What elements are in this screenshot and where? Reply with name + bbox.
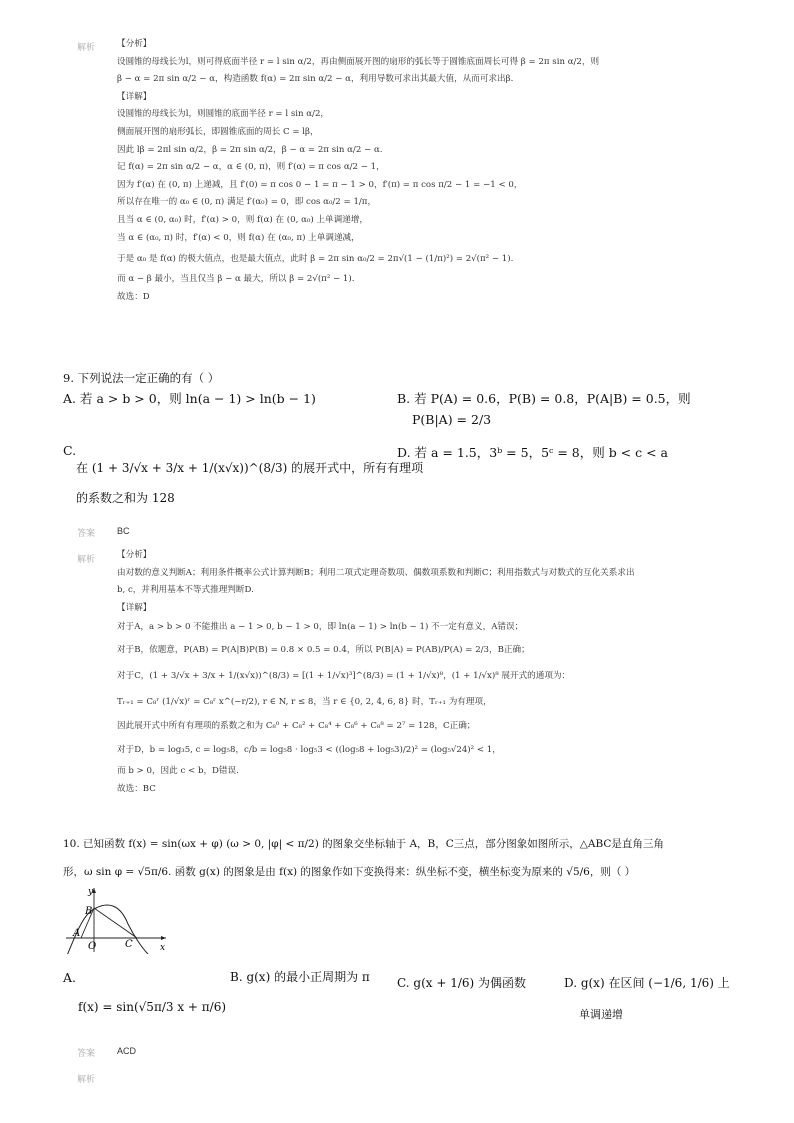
point-b-label: B <box>85 906 93 917</box>
q9-option-c-label: C. <box>63 443 77 458</box>
origin-label: O <box>88 941 97 952</box>
sol9-line: 对于D，b = log₃5, c = log₅8，c/b = log₅8 · log₅3 < ((log₅8 + log₅3)/2)² = (log₅√24)² < 1， <box>117 745 501 756</box>
q9-option-d: D. 若 a = 1.5，3ᵇ = 5，5ᶜ = 8，则 b < c < a <box>397 445 668 460</box>
question-10-stem: 10. 已知函数 f(x) = sin(ωx + φ) (ω > 0, |φ| < π/2) 的图象交坐标轴于 A，B，C三点，部分图象如图所示，△ABC是直角三角 <box>63 838 664 850</box>
sol8-line: 故选：D <box>117 291 150 302</box>
q10-option-b: B. g(x) 的最小正周期为 π <box>230 970 370 984</box>
sol9-line: 而 b > 0，因此 c < b，D错误. <box>117 766 239 777</box>
sol8-line: 而 α − β 最小，当且仅当 β − α 最大，所以 β = 2√(π² − 1). <box>117 274 355 285</box>
analysis-tag: 解析 <box>77 42 96 52</box>
analysis-tag: 解析 <box>77 1074 96 1084</box>
q10-answer: ACD <box>117 1046 137 1056</box>
question-9-stem: 9. 下列说法一定正确的有（ ） <box>63 371 220 385</box>
sol9-line: 由对数的意义判断A；利用条件概率公式计算判断B；利用二项式定理奇数项、偶数项系数和判断C；利用指数式与对数式的互化关系求出 <box>117 567 635 578</box>
q9-option-a: A. 若 a > b > 0，则 ln(a − 1) > ln(b − 1) <box>63 391 316 406</box>
q9-option-b-cont: P(B|A) = 2/3 <box>412 412 492 427</box>
analysis-tag: 解析 <box>77 554 96 564</box>
q10-option-d-cont: 单调递增 <box>579 1008 623 1021</box>
sol8-line: 【分析】 <box>117 39 152 49</box>
sol8-line: 设圆锥的母线长为l，则圆锥的底面半径 r = l sin α/2， <box>117 109 330 120</box>
sol8-line: 【详解】 <box>117 91 152 102</box>
q9-option-c-cont: 的系数之和为 128 <box>76 491 175 505</box>
sol8-line: 当 α ∈ (α₀, π) 时，f′(α) < 0，则 f(α) 在 (α₀, π) 上单调递减， <box>117 232 360 243</box>
q9-answer: BC <box>117 526 130 536</box>
q9-option-b: B. 若 P(A) = 0.6，P(B) = 0.8，P(A|B) = 0.5，则 <box>397 391 691 406</box>
sol9-line: Tᵣ₊₁ = C₈ʳ (1/√x)ʳ = C₈ʳ x^(−r/2), r ∈ N, r ≤ 8，当 r ∈ {0, 2, 4, 6, 8} 时，Tᵣ₊₁ 为有理项， <box>117 697 492 708</box>
answer-tag: 答案 <box>77 1048 96 1058</box>
sol8-line: 且当 α ∈ (0, α₀) 时，f′(α) > 0，则 f(α) 在 (0, α₀) 上单调递增， <box>117 214 368 225</box>
q10-option-a-label: A. <box>63 970 77 985</box>
sol8-line: 所以存在唯一的 α₀ ∈ (0, π) 满足 f′(α₀) = 0，即 cos α₀/2 = 1/π， <box>117 197 377 208</box>
sol9-line: 因此展开式中所有有理项的系数之和为 C₈⁰ + C₈² + C₈⁴ + C₈⁶ + C₈⁸ = 2⁷ = 128，C正确； <box>117 721 476 732</box>
answer-tag: 答案 <box>77 528 96 538</box>
sol9-line: 对于A，a > b > 0 不能推出 a − 1 > 0, b − 1 > 0，即 ln(a − 1) > ln(b − 1) 不一定有意义，A错误； <box>117 622 524 633</box>
point-c-label: C <box>125 939 133 950</box>
sol9-line: 对于B，依题意，P(AB) = P(A|B)P(B) = 0.8 × 0.5 = 0.4，所以 P(B|A) = P(AB)/P(A) = 2/3，B正确； <box>117 645 530 656</box>
sol8-line: 记 f(α) = 2π sin α/2 − α，α ∈ (0, π)，则 f′(α) = π cos α/2 − 1， <box>117 162 385 173</box>
sol9-line: 【详解】 <box>117 602 152 613</box>
sol8-line: 因此 lβ = 2πl sin α/2，β = 2π sin α/2，β − α = 2π sin α/2 − α. <box>117 144 383 155</box>
solution-8 <box>117 36 757 306</box>
q10-option-c: C. g(x + 1/6) 为偶函数 <box>397 976 527 990</box>
point-a-label: A <box>73 928 81 939</box>
sol8-line: 于是 α₀ 是 f(α) 的极大值点，也是最大值点，此时 β = 2π sin α₀/2 = 2π√(1 − (1/π)²) = 2√(π² − 1). <box>117 254 514 265</box>
x-axis-label: x <box>160 943 166 953</box>
sol9-line: 【分析】 <box>117 550 152 560</box>
y-axis-label: y <box>88 887 94 897</box>
sol9-line: b, c，并利用基本不等式推理判断D. <box>117 585 254 596</box>
question-10-stem-cont: 形，ω sin φ = √5π/6. 函数 g(x) 的图象是由 f(x) 的图象作如下变换得来：纵坐标不变，横坐标变为原来的 √5/6，则（ ） <box>63 866 636 878</box>
q9-option-c: 在 (1 + 3/√x + 3/x + 1/(x√x))^(8/3) 的展开式中，所有有理项 <box>76 461 424 475</box>
sol9-line: 对于C，(1 + 3/√x + 3/x + 1/(x√x))^(8/3) = [(1 + 1/√x)³]^(8/3) = (1 + 1/√x)⁸，(1 + 1/√x)⁸ 展开式的通项为： <box>117 671 571 682</box>
q10-option-d: D. g(x) 在区间 (−1/6, 1/6) 上 <box>564 976 730 990</box>
sol8-line: 侧面展开图的扇形弧长，即圆锥底面的周长 C = lβ， <box>117 126 319 137</box>
sol8-line: 设圆锥的母线长为l，则可得底面半径 r = l sin α/2，再由侧面展开图的扇形的弧长等于圆锥底面周长可得 β = 2π sin α/2，则 <box>117 56 600 67</box>
solution-9 <box>117 547 757 799</box>
sol8-line: β − α = 2π sin α/2 − α，构造函数 f(α) = 2π sin α/2 − α，利用导数可求出其最大值，从而可求出β. <box>117 74 514 85</box>
q10-option-a: f(x) = sin(√5π/3 x + π/6) <box>78 1000 227 1014</box>
sol9-line: 故选：BC <box>117 783 156 794</box>
x-axis-arrow <box>161 936 166 940</box>
sine-graph-figure <box>62 884 172 954</box>
sol8-line: 因为 f′(α) 在 (0, π) 上递减，且 f′(0) = π cos 0 − 1 = π − 1 > 0，f′(π) = π cos π/2 − 1 = −1 < 0， <box>117 179 523 190</box>
